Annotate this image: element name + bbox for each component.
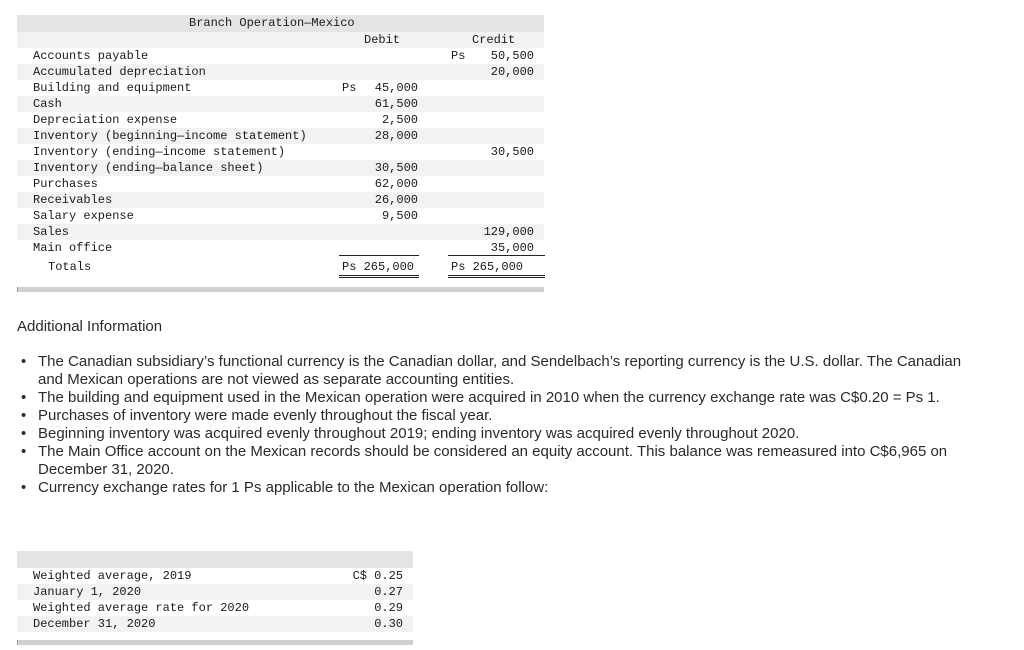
debit-amount: 30,500 bbox=[374, 161, 418, 175]
debit-amount: 28,000 bbox=[374, 129, 418, 143]
credit-double-underline bbox=[448, 277, 545, 278]
totals-label: Totals bbox=[48, 260, 92, 274]
rate-label: January 1, 2020 bbox=[33, 585, 142, 599]
bullet-icon: • bbox=[21, 479, 27, 496]
rate-value: C$ 0.25 bbox=[352, 569, 403, 583]
rate-row bbox=[17, 600, 413, 616]
table-footer-bar bbox=[17, 287, 544, 292]
table-row bbox=[17, 224, 544, 240]
bullet-icon: • bbox=[21, 443, 27, 460]
table-row bbox=[17, 208, 544, 224]
trial-balance-table bbox=[17, 15, 544, 292]
account-label: Inventory (ending—income statement) bbox=[33, 145, 286, 159]
credit-amount: 129,000 bbox=[483, 225, 534, 239]
rate-row bbox=[17, 616, 413, 632]
account-label: Receivables bbox=[33, 193, 113, 207]
account-label: Building and equipment bbox=[33, 81, 192, 95]
debit-amount: 9,500 bbox=[381, 209, 418, 223]
table-row bbox=[17, 128, 544, 144]
account-label: Purchases bbox=[33, 177, 98, 191]
debit-amount: 61,500 bbox=[374, 97, 418, 111]
table-title-bar bbox=[17, 15, 544, 32]
list-item bbox=[21, 425, 981, 443]
debit-amount: 45,000 bbox=[374, 81, 418, 95]
table-body bbox=[17, 48, 544, 256]
credit-amount: 35,000 bbox=[490, 241, 534, 255]
totals-row bbox=[17, 256, 544, 278]
rates-body bbox=[17, 568, 413, 632]
rate-value: 0.27 bbox=[374, 585, 403, 599]
table-row bbox=[17, 80, 544, 96]
list-item bbox=[21, 353, 981, 389]
rate-value: 0.30 bbox=[374, 617, 403, 631]
list-item-text: Purchases of inventory were made evenly throughout the fiscal year. bbox=[38, 407, 493, 424]
list-item bbox=[21, 407, 981, 425]
column-headers bbox=[17, 32, 544, 48]
account-label: Cash bbox=[33, 97, 62, 111]
list-item-text: The building and equipment used in the Mexican operation were acquired in 2010 when the currency exchange rate was C$0.20 = Ps 1. bbox=[38, 389, 940, 406]
list-item-text: Currency exchange rates for 1 Ps applicable to the Mexican operation follow: bbox=[38, 479, 549, 496]
list-item bbox=[21, 389, 981, 407]
rate-value: 0.29 bbox=[374, 601, 403, 615]
credit-total: Ps 265,000 bbox=[451, 260, 524, 274]
account-label: Accounts payable bbox=[33, 49, 149, 63]
additional-info-heading: Additional Information bbox=[17, 318, 163, 335]
rate-label: Weighted average, 2019 bbox=[33, 569, 192, 583]
list-item-text: Beginning inventory was acquired evenly throughout 2019; ending inventory was acquired evenly throughout 2020. bbox=[38, 425, 800, 442]
table-row bbox=[17, 112, 544, 128]
account-label: Main office bbox=[33, 241, 113, 255]
list-item-text: The Main Office account on the Mexican records should be considered an equity account. This balance was remeasured into C$6,965 on December 31, 2020. bbox=[38, 443, 948, 478]
rates-header-bar bbox=[17, 551, 413, 568]
debit-header: Debit bbox=[364, 33, 401, 47]
credit-header: Credit bbox=[472, 33, 516, 47]
debit-amount: 2,500 bbox=[381, 113, 418, 127]
debit-double-underline bbox=[339, 275, 419, 276]
rates-footer-bar bbox=[17, 640, 413, 645]
credit-double-underline bbox=[448, 275, 545, 276]
table-title: Branch Operation—Mexico bbox=[189, 16, 355, 30]
credit-currency: Ps bbox=[451, 49, 466, 63]
bullet-icon: • bbox=[21, 407, 27, 424]
additional-info-list bbox=[21, 353, 981, 497]
debit-total: Ps 265,000 bbox=[342, 260, 415, 274]
table-row bbox=[17, 240, 544, 256]
table-row bbox=[17, 176, 544, 192]
credit-amount: 50,500 bbox=[490, 49, 534, 63]
rate-label: December 31, 2020 bbox=[33, 617, 156, 631]
debit-double-underline bbox=[339, 277, 419, 278]
list-item bbox=[21, 479, 981, 497]
rate-row bbox=[17, 568, 413, 584]
account-label: Inventory (beginning—income statement) bbox=[33, 129, 307, 143]
list-item bbox=[21, 443, 981, 479]
debit-currency: Ps bbox=[342, 81, 357, 95]
rate-label: Weighted average rate for 2020 bbox=[33, 601, 250, 615]
account-label: Sales bbox=[33, 225, 70, 239]
table-row bbox=[17, 48, 544, 64]
rate-row bbox=[17, 584, 413, 600]
debit-amount: 26,000 bbox=[374, 193, 418, 207]
table-row bbox=[17, 160, 544, 176]
bullet-icon: • bbox=[21, 425, 27, 442]
table-row bbox=[17, 64, 544, 80]
table-row bbox=[17, 96, 544, 112]
exchange-rates-table bbox=[17, 551, 413, 645]
credit-amount: 20,000 bbox=[490, 65, 534, 79]
bullet-icon: • bbox=[21, 389, 27, 406]
account-label: Salary expense bbox=[33, 209, 134, 223]
account-label: Accumulated depreciation bbox=[33, 65, 206, 79]
debit-amount: 62,000 bbox=[374, 177, 418, 191]
list-item-text: The Canadian subsidiary’s functional currency is the Canadian dollar, and Sendelbach’s reporting currency is the U.S. dollar. The Canadian and Mexican operations are not viewed as separate accounting entities. bbox=[38, 353, 962, 388]
table-row bbox=[17, 144, 544, 160]
bullet-icon: • bbox=[21, 353, 27, 370]
account-label: Inventory (ending—balance sheet) bbox=[33, 161, 264, 175]
table-row bbox=[17, 192, 544, 208]
account-label: Depreciation expense bbox=[33, 113, 178, 127]
credit-amount: 30,500 bbox=[490, 145, 534, 159]
